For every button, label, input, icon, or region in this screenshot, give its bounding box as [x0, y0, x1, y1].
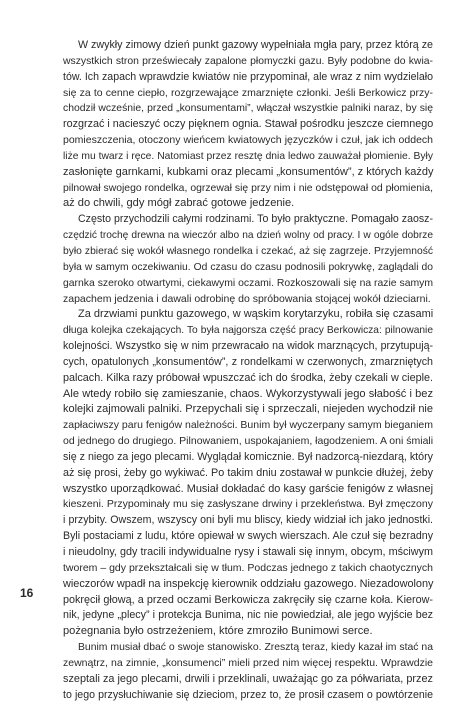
text-line: się z niego za jego plecami. Wyglądał komicznie. Był nadzorcą-niezdarą, który — [63, 450, 433, 463]
text-line: szeptali za jego plecami, drwili i przeklinali, uważając go za półwariata, przez — [63, 672, 433, 685]
text-line: Byli postaciami z ludu, które opiewał w swych wierszach. Ale czuł się bezradny — [63, 530, 433, 543]
text-line: tworem – gdy przekształcali się w tłum. Podczas jednego z takich chaotycznych — [63, 561, 433, 574]
text-line: Za drzwiami punktu gazowego, w wąskim korytarzyku, robiła się czasami — [78, 308, 434, 321]
page-number: 16 — [20, 586, 34, 600]
text-line: pokręcił głową, a przed oczami Berkowicza zakręciły się czarne koła. Kierow- — [63, 593, 433, 606]
text-line: aż do chwili, gdy mógł zabrać gotowe jedzenie. — [63, 197, 295, 210]
text-line: to jego przysłuchiwanie się dzieciom, przez to, że prosił czasem o powtórzenie — [63, 688, 433, 701]
text-line: się za to cenne ciepło, rozgrzewające zmarznięte członki. Jeśli Berkowicz przy- — [63, 86, 433, 99]
text-line: rozgrzać i nacieszyć oczy pięknem ognia. Stawał pośrodku jeszcze ciemnego — [63, 118, 434, 131]
text-line: Bunim musiał dbać o swoje stanowisko. Zresztą teraz, kiedy kazał im stać na — [78, 642, 433, 654]
text-line: Ale wtedy robiło się zamieszanie, chaos. Wykorzystywali jego słabość i bez — [63, 387, 433, 400]
text-line: czędzić trochę drewna na wieczór albo na dzień wolny od pracy. I w ogóle dobrze — [63, 230, 433, 242]
text-line: kieszeni. Przypominały mu się zasłyszane drwiny i przekleństwa. Był zmęczony — [63, 498, 433, 511]
body-text — [63, 38, 433, 703]
text-line: W zwykły zimowy dzień punkt gazowy wypełniała mgła pary, przez którą ze — [78, 39, 433, 51]
text-line: było zbierać się wokół własnego rondelka i czekać, aż się zagrzeje. Przyjemność — [63, 245, 433, 257]
text-line: kolejności. Wszystko się w nim przewracało na widok marznących, przytupują- — [63, 340, 433, 353]
text-line: pomieszczenia, otoczony wieńcem kwiatowych języczków i czuł, jak ich oddech — [63, 134, 433, 147]
text-line: liże mu twarz i ręce. Natomiast przez resztę dnia ledwo zauważał płomienie. Były — [63, 150, 433, 162]
text-line: zewnątrz, na zimnie, „konsumenci” mieli przed nim więcej respektu. Wprawdzie — [63, 656, 433, 669]
text-line: garnka szeroko otwartymi, ciekawymi oczami. Rozkoszowali się na razie samym — [63, 277, 433, 289]
text-line: zasłonięte garnkami, kubkami oraz plecami „konsumentów”, z których każdy — [63, 165, 434, 178]
text-line: kolejki zajmowali palniki. Przepychali się i sprzeczali, niejeden wychodził nie — [63, 403, 433, 416]
text-line: pożegnania było ostrzeżeniem, które zmroziło Bunimowi serce. — [63, 625, 373, 638]
text-line: i nieudolny, gdy tracili indywidualne rysy i stawali się innym, obcym, mściwym — [63, 546, 433, 558]
text-line: aż się prosi, żeby go wykiwać. Po takim dniu zostawał w punkcie dłużej, żeby — [63, 466, 433, 479]
text-line: wszystkich stron przeświecały zapalone płomyczki gazu. Były podobne do kwia- — [63, 55, 433, 67]
text-line: palcach. Kilka razy próbował wpuszczać ich do środka, żeby czekali w cieple. — [63, 371, 433, 384]
text-line: pilnował swojego rondelka, ogrzewał się przy nim i nie odstępował od płomienia, — [63, 182, 433, 194]
text-line: cych, opatulonych „konsumentów”, z rondelkami w czerwonych, zmarzniętych — [63, 355, 433, 368]
text-line: nik, jedyne „plecy” i protekcja Bunima, nic nie powiedział, ale jego wyjście bez — [63, 609, 433, 622]
text-line: od jednego do drugiego. Pilnowaniem, uspokajaniem, łagodzeniem. A oni śmiali — [63, 435, 434, 448]
text-line: wszystko uporządkować. Musiał dokładać do kasy garście fenigów z własnej — [63, 482, 433, 495]
text-line: była w samym oczekiwaniu. Od czasu do czasu podnosili pokrywkę, zaglądali do — [63, 261, 433, 273]
text-line: zapachem jedzenia i dawali odrobinę do spróbowania stojącej wokół dzieciarni. — [63, 292, 431, 305]
text-line: tów. Ich zapach wprawdzie kwiatów nie przypominał, ale wraz z nim wydzielało — [63, 70, 433, 83]
text-line: długa kolejka czekających. To była najgorsza część pracy Berkowicza: pilnowanie — [63, 325, 433, 337]
text-line: Często przychodzili całymi rodzinami. To było praktyczne. Pomagało zaosz- — [78, 213, 433, 226]
text-line: zapłaciwszy paru fenigów należności. Bunim był wyczerpany samym bieganiem — [63, 419, 433, 432]
text-line: i przybity. Owszem, wszyscy oni byli mu bliscy, kiedy widział ich jako jednostki. — [63, 514, 433, 527]
text-line: wieczorów wpadł na inspekcję kierownik oddziału gazowego. Niezadowolony — [63, 577, 434, 590]
text-line: chodził wcześnie, przed „konsumentami”, włączał wszystkie palniki naraz, by się — [63, 103, 433, 115]
